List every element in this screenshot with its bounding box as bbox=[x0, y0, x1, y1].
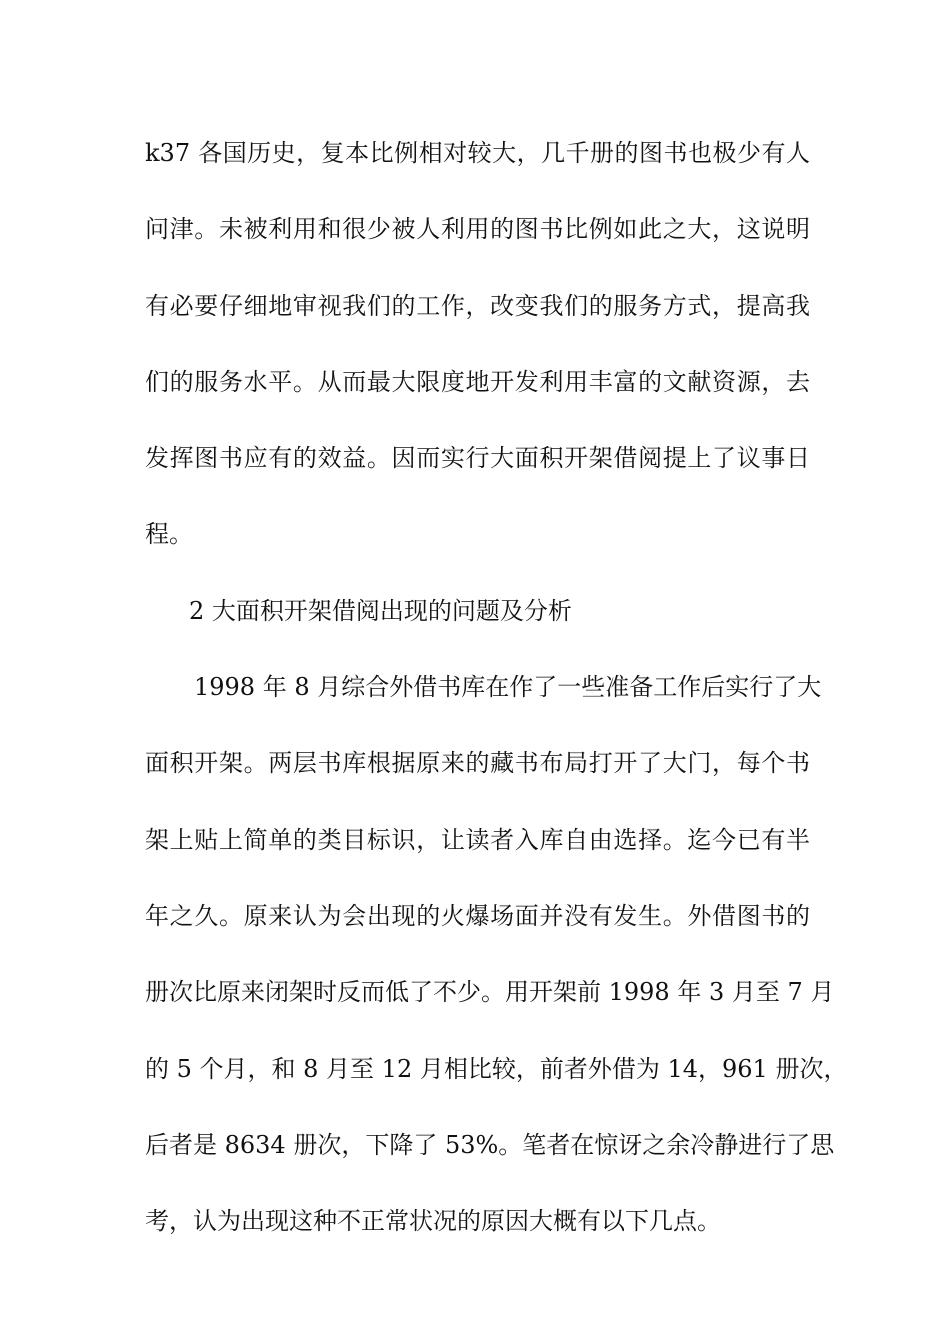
text-line: 面积开架。两层书库根据原来的藏书布局打开了大门，每个书 bbox=[145, 749, 810, 778]
body-text bbox=[145, 128, 848, 1272]
text-line: 问津。未被利用和很少被人利用的图书比例如此之大，这说明 bbox=[145, 215, 810, 244]
text-line: 的 5 个月，和 8 月至 12 月相比较，前者外借为 14，961 册次， bbox=[145, 1054, 848, 1083]
text-line: 程。 bbox=[145, 520, 193, 549]
text-line: 册次比原来闭架时反而低了不少。用开架前 1998 年 3 月至 7 月 bbox=[145, 978, 835, 1007]
text-line: 年之久。原来认为会出现的火爆场面并没有发生。外借图书的 bbox=[145, 901, 810, 930]
text-line: 有必要仔细地审视我们的工作，改变我们的服务方式，提高我 bbox=[145, 291, 810, 320]
text-line: k37 各国历史，复本比例相对较大，几千册的图书也极少有人 bbox=[145, 139, 810, 167]
text-line: 架上贴上简单的类目标识，让读者入库自由选择。迄今已有半 bbox=[145, 825, 810, 854]
section-heading: 2 大面积开架借阅出现的问题及分析 bbox=[189, 596, 572, 625]
text-line: 后者是 8634 册次，下降了 53%。笔者在惊讶之余冷静进行了思 bbox=[145, 1130, 835, 1159]
text-line: 发挥图书应有的效益。因而实行大面积开架借阅提上了议事日 bbox=[145, 444, 810, 473]
text-line: 1998 年 8 月综合外借书库在作了一些准备工作后实行了大 bbox=[194, 673, 822, 702]
text-line: 考，认为出现这种不正常状况的原因大概有以下几点。 bbox=[145, 1207, 721, 1236]
text-line: 们的服务水平。从而最大限度地开发利用丰富的文献资源，去 bbox=[145, 367, 810, 396]
